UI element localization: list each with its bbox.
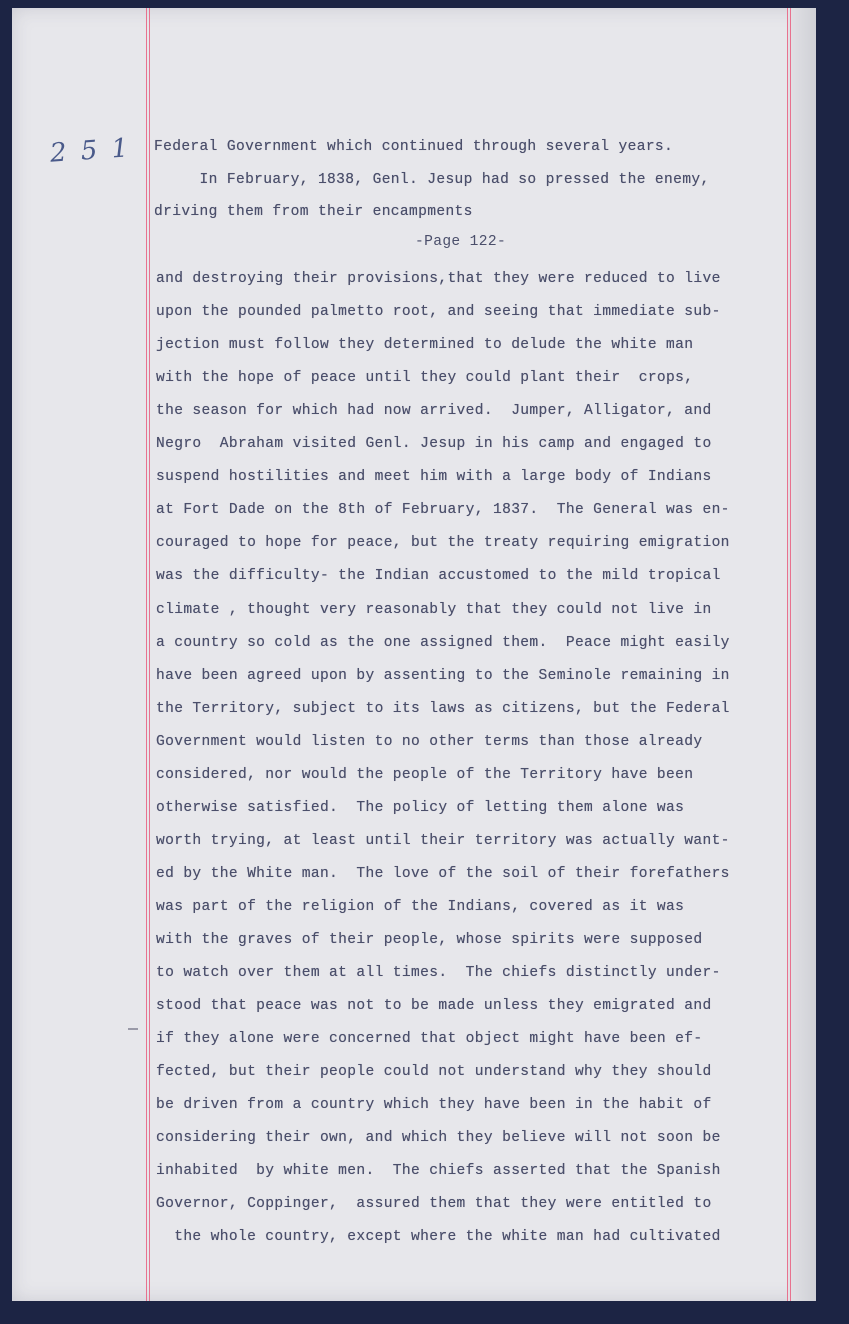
text-line: inhabited by white men. The chiefs asserted that the Spanish — [156, 1163, 721, 1180]
text-line: with the hope of peace until they could plant their crops, — [156, 370, 694, 387]
text-line: otherwise satisfied. The policy of letting them alone was — [156, 799, 685, 816]
text-line: upon the pounded palmetto root, and seeing that immediate sub- — [156, 304, 721, 321]
text-line: Government would listen to no other terms than those already — [156, 733, 703, 750]
text-line: driving them from their encampments — [154, 204, 473, 220]
text-line: to watch over them at all times. The chiefs distinctly under- — [156, 965, 721, 982]
text-line: be driven from a country which they have been in the habit of — [156, 1097, 712, 1114]
text-line: have been agreed upon by assenting to the Seminole remaining in — [156, 667, 730, 684]
text-line: Federal Government which continued through several years. — [154, 139, 674, 155]
text-line: considering their own, and which they believe will not soon be — [156, 1130, 721, 1147]
handwritten-page-number: 2 5 1 — [49, 133, 133, 169]
left-margin-line-inner — [149, 8, 150, 1301]
left-margin-line — [146, 8, 147, 1301]
text-line: couraged to hope for peace, but the treaty requiring emigration — [156, 535, 730, 552]
text-line: a country so cold as the one assigned them. Peace might easily — [156, 634, 730, 651]
text-line: if they alone were concerned that object might have been ef- — [156, 1031, 703, 1048]
page-marker: -Page 122- — [415, 234, 507, 250]
text-line: stood that peace was not to be made unless they emigrated and — [156, 998, 712, 1015]
text-line: In February, 1838, Genl. Jesup had so pressed the enemy, — [154, 171, 710, 188]
text-line: was part of the religion of the Indians, covered as it was — [156, 898, 685, 915]
right-margin-line — [787, 8, 788, 1301]
text-line: suspend hostilities and meet him with a large body of Indians — [156, 469, 712, 486]
text-line: and destroying their provisions,that they were reduced to live — [156, 271, 721, 287]
margin-tick-mark — [128, 1028, 138, 1030]
text-line: at Fort Dade on the 8th of February, 1837. The General was en- — [156, 502, 730, 519]
text-line: climate , thought very reasonably that they could not live in — [156, 601, 712, 618]
text-line: the season for which had now arrived. Jumper, Alligator, and — [156, 403, 712, 420]
text-line: ed by the White man. The love of the soil of their forefathers — [156, 865, 730, 882]
text-line: Governor, Coppinger, assured them that they were entitled to — [156, 1196, 712, 1213]
text-line: the Territory, subject to its laws as citizens, but the Federal — [156, 700, 730, 717]
text-line: considered, nor would the people of the Territory have been — [156, 766, 694, 783]
text-line: was the difficulty- the Indian accustomed to the mild tropical — [156, 568, 721, 585]
text-line: fected, but their people could not understand why they should — [156, 1064, 712, 1081]
text-line: Negro Abraham visited Genl. Jesup in his camp and engaged to — [156, 436, 712, 453]
text-line: with the graves of their people, whose spirits were supposed — [156, 932, 703, 948]
text-line: worth trying, at least until their territory was actually want- — [156, 832, 730, 849]
text-line: the whole country, except where the white man had cultivated — [156, 1229, 721, 1246]
text-line: jection must follow they determined to delude the white man — [156, 337, 694, 354]
paper-edge — [788, 8, 816, 1301]
right-margin-line-outer — [790, 8, 791, 1301]
